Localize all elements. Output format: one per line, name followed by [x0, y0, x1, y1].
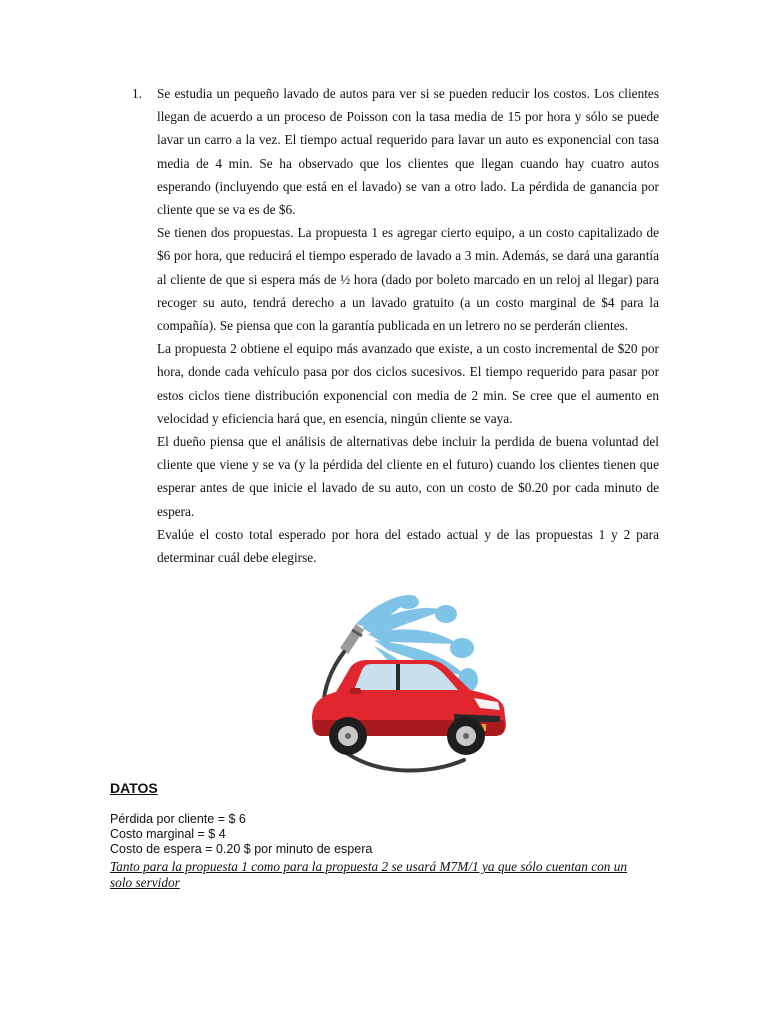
datos-heading: DATOS [110, 780, 158, 796]
car-wash-icon [304, 590, 510, 774]
datos-item: Pérdida por cliente = $ 6 [110, 812, 246, 826]
datos-note: Tanto para la propuesta 1 como para la propuesta 2 se usará M7M/1 ya que sólo cuentan con un solo servidor [110, 859, 628, 890]
paragraph: Se tienen dos propuestas. La propuesta 1 es agregar cierto equipo, a un costo capitalizado de $6 por hora, que reducirá el tiempo esperado de lavado a 3 min. Además, se dará una garantía al cliente de que si espera más de ½ hora (dado por boleto marcado en un reloj al llegar) para recoger su auto, tendrá derecho a un lavado gratuito (a un costo marginal de $4 para la compañía). Se piensa que con la garantía publicada en un letrero no se perderán clientes. [157, 225, 659, 334]
paragraph: El dueño piensa que el análisis de alternativas debe incluir la perdida de buena voluntad del cliente que viene y se va (y la pérdida del cliente en el futuro) cuando los clientes tienen que esperar antes de que inicie el lavado de su auto, con un costo de $0.20 por cada minuto de espera. [157, 434, 659, 519]
datos-list [110, 812, 650, 857]
problem-number: 1. [132, 86, 142, 101]
problem-statement [132, 82, 659, 569]
paragraph: Se estudia un pequeño lavado de autos para ver si se pueden reducir los costos. Los clientes llegan de acuerdo a un proceso de Poisson con la tasa media de 15 por hora y sólo se puede lavar un carro a la vez. El tiempo actual requerido para lavar un auto es exponencial con tasa media de 4 min. Se ha observado que los clientes que llegan cuando hay cuatro autos esperando (incluyendo que está en el lavado) se van a otro lado. La pérdida de ganancia por cliente que se va es de $6. [157, 86, 659, 218]
paragraph: Evalúe el costo total esperado por hora del estado actual y de las propuestas 1 y 2 para determinar cuál debe elegirse. [157, 526, 659, 566]
paragraph: La propuesta 2 obtiene el equipo más avanzado que existe, a un costo incremental de $20 por hora, donde cada vehículo pasa por dos ciclos sucesivos. El tiempo requerido para pasar por estos ciclos tiene distribución exponencial con media de 2 min. Se cree que el aumento en velocidad y eficiencia hará que, en esencia, ningún cliente se vaya. [157, 341, 659, 426]
datos-item: Costo marginal = $ 4 [110, 827, 226, 841]
datos-item: Costo de espera = 0.20 $ por minuto de espera [110, 842, 373, 856]
problem-body [157, 82, 659, 569]
